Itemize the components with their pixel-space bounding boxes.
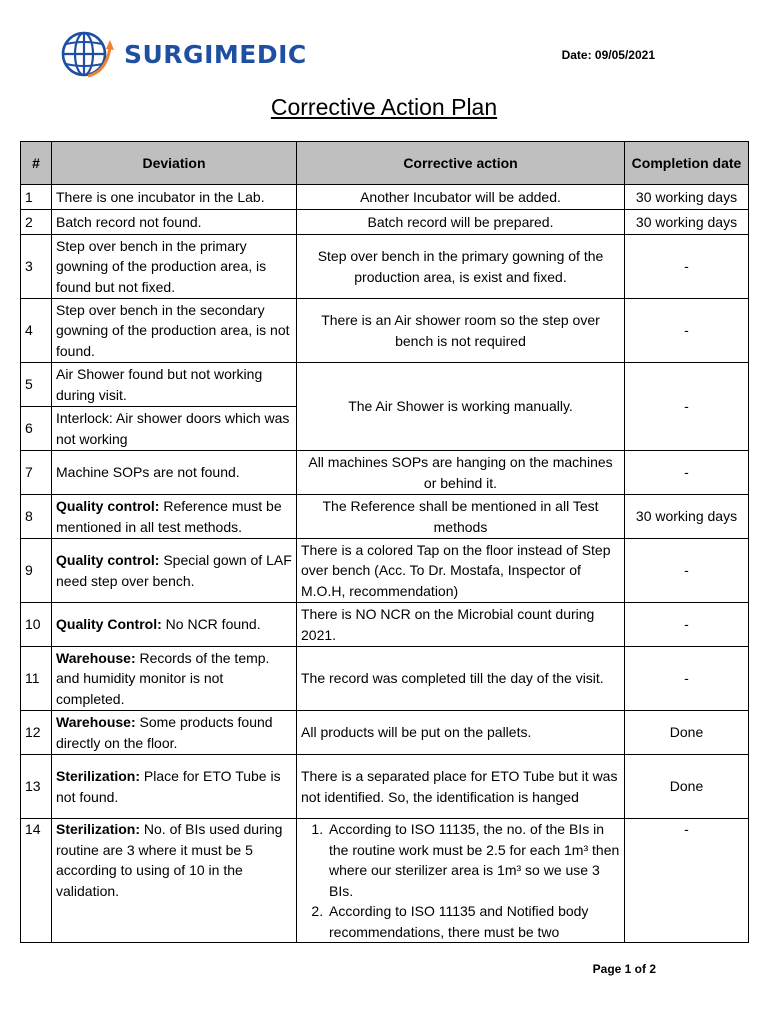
table-row xyxy=(21,711,749,755)
corrective-action-table xyxy=(20,141,749,943)
corrective-action-cell: Batch record will be prepared. xyxy=(297,210,625,235)
corrective-action-cell: Step over bench in the primary gowning of the production area, is exist and fixed. xyxy=(297,235,625,299)
deviation-text: No NCR found. xyxy=(161,616,261,633)
table-row xyxy=(21,210,749,235)
col-header-number: # xyxy=(21,142,52,185)
deviation-category: Quality control: xyxy=(56,498,160,514)
completion-cell: 30 working days xyxy=(625,185,749,210)
table-row xyxy=(21,299,749,363)
deviation-cell xyxy=(52,647,297,711)
document-date: Date: 09/05/2021 xyxy=(561,48,655,62)
corrective-action-cell: There is a separated place for ETO Tube but it was not identified. So, the identification is hanged xyxy=(297,755,625,819)
completion-cell: - xyxy=(625,235,749,299)
row-number: 3 xyxy=(21,235,52,299)
company-name: SURGIMEDIC xyxy=(124,39,307,69)
deviation-category: Quality control: xyxy=(56,552,160,568)
completion-cell: - xyxy=(625,819,749,943)
deviation-text: No. of BIs used during routine are 3 where it must be 5 according to using of 10 in the validation. xyxy=(56,821,283,899)
deviation-text: Place for ETO Tube is not found. xyxy=(56,768,281,805)
completion-cell: 30 working days xyxy=(625,210,749,235)
completion-cell: - xyxy=(625,647,749,711)
row-number: 4 xyxy=(21,299,52,363)
list-item: 2. According to ISO 11135 and Notified body recommendations, there must be two xyxy=(327,901,620,942)
deviation-text: Special gown of LAF need step over bench. xyxy=(56,552,292,589)
deviation-cell: Step over bench in the secondary gowning of the production area, is not found. xyxy=(52,299,297,363)
deviation-cell xyxy=(52,755,297,819)
deviation-cell xyxy=(52,539,297,603)
deviation-text: Some products found directly on the floor. xyxy=(56,714,273,751)
completion-cell: - xyxy=(625,451,749,495)
row-number: 14 xyxy=(21,819,52,943)
deviation-cell: Machine SOPs are not found. xyxy=(52,451,297,495)
col-header-completion-date: Completion date xyxy=(625,142,749,185)
row-number: 5 xyxy=(21,363,52,407)
row-number: 7 xyxy=(21,451,52,495)
corrective-action-cell: The Air Shower is working manually. xyxy=(297,363,625,451)
deviation-cell: Step over bench in the primary gowning of the production area, is found but not fixed. xyxy=(52,235,297,299)
row-number: 13 xyxy=(21,755,52,819)
corrective-action-cell xyxy=(297,819,625,943)
deviation-category: Sterilization: xyxy=(56,821,141,837)
completion-cell: - xyxy=(625,539,749,603)
deviation-category: Quality Control: xyxy=(56,616,162,633)
deviation-category: Warehouse: xyxy=(56,714,136,730)
table-row xyxy=(21,185,749,210)
deviation-cell xyxy=(52,603,297,647)
deviation-cell xyxy=(52,495,297,539)
completion-cell: - xyxy=(625,299,749,363)
corrective-action-list xyxy=(301,819,620,942)
table-row xyxy=(21,235,749,299)
corrective-action-cell: The Reference shall be mentioned in all Test methods xyxy=(297,495,625,539)
corrective-action-cell: There is NO NCR on the Microbial count during 2021. xyxy=(297,603,625,647)
row-number: 12 xyxy=(21,711,52,755)
corrective-action-cell: Another Incubator will be added. xyxy=(297,185,625,210)
deviation-cell: Interlock: Air shower doors which was not working xyxy=(52,407,297,451)
completion-cell: Done xyxy=(625,755,749,819)
corrective-action-cell: The record was completed till the day of the visit. xyxy=(297,647,625,711)
page-number: Page 1 of 2 xyxy=(592,962,656,976)
row-number: 1 xyxy=(21,185,52,210)
corrective-action-cell: All products will be put on the pallets. xyxy=(297,711,625,755)
row-number: 10 xyxy=(21,603,52,647)
completion-cell: - xyxy=(625,603,749,647)
list-item: 1. According to ISO 11135, the no. of the BIs in the routine work must be 2.5 for each 1m³ then where our sterilizer area is 1m³ so we use 3 BIs. xyxy=(327,819,620,901)
table-row xyxy=(21,819,749,943)
row-number: 6 xyxy=(21,407,52,451)
table-header-row xyxy=(21,142,749,185)
row-number: 2 xyxy=(21,210,52,235)
table-row xyxy=(21,451,749,495)
deviation-category: Sterilization: xyxy=(56,768,141,784)
table-row xyxy=(21,495,749,539)
col-header-corrective-action: Corrective action xyxy=(297,142,625,185)
page-title: Corrective Action Plan xyxy=(270,94,498,120)
table-row xyxy=(21,363,749,407)
corrective-action-cell: There is a colored Tap on the floor instead of Step over bench (Acc. To Dr. Mostafa, Inspector of M.O.H, recommendation) xyxy=(297,539,625,603)
col-header-deviation: Deviation xyxy=(52,142,297,185)
company-logo xyxy=(58,26,307,82)
row-number: 11 xyxy=(21,647,52,711)
row-number: 8 xyxy=(21,495,52,539)
completion-cell: Done xyxy=(625,711,749,755)
deviation-cell xyxy=(52,819,297,943)
corrective-action-cell: All machines SOPs are hanging on the machines or behind it. xyxy=(297,451,625,495)
row-number: 9 xyxy=(21,539,52,603)
completion-cell: - xyxy=(625,363,749,451)
table-row xyxy=(21,603,749,647)
table-row xyxy=(21,539,749,603)
deviation-cell xyxy=(52,711,297,755)
deviation-cell: Air Shower found but not working during visit. xyxy=(52,363,297,407)
completion-cell: 30 working days xyxy=(625,495,749,539)
table-row xyxy=(21,647,749,711)
deviation-text: Records of the temp. and humidity monitor is not completed. xyxy=(56,649,270,707)
globe-icon xyxy=(58,26,116,82)
deviation-category: Warehouse: xyxy=(56,649,136,666)
table-row xyxy=(21,755,749,819)
deviation-cell: Batch record not found. xyxy=(52,210,297,235)
deviation-text: Reference must be mentioned in all test methods. xyxy=(56,498,282,535)
corrective-action-cell: There is an Air shower room so the step over bench is not required xyxy=(297,299,625,363)
deviation-cell: There is one incubator in the Lab. xyxy=(52,185,297,210)
